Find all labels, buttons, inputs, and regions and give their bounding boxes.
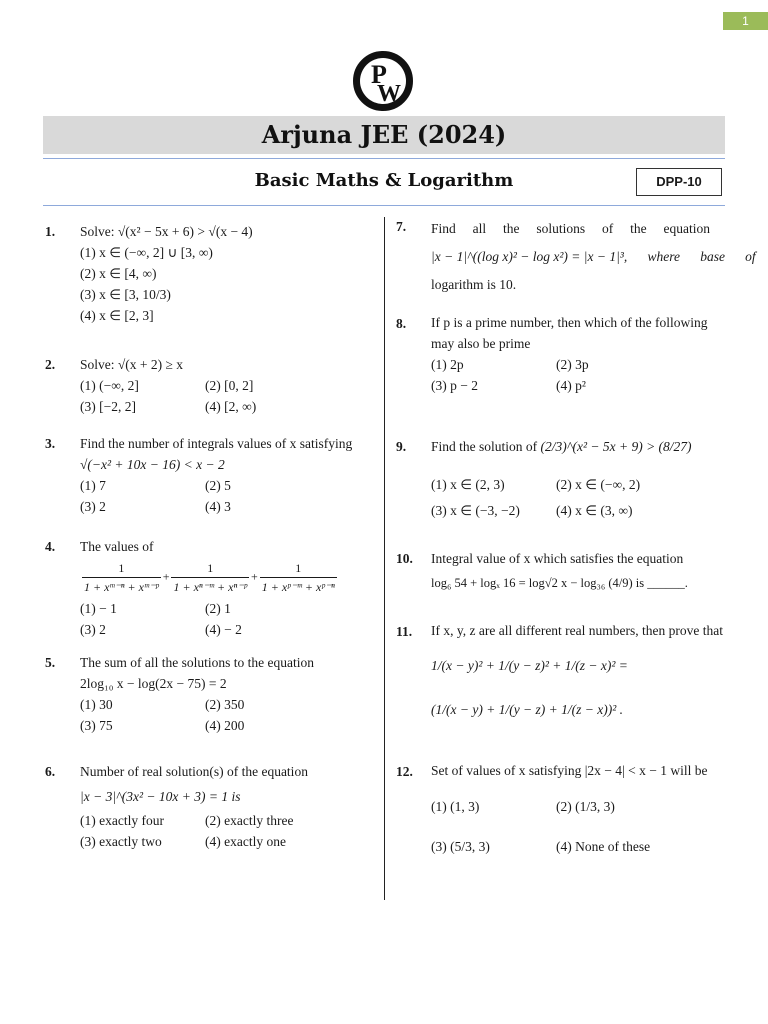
question-text: Solve: √(x + 2) ≥ x [80, 357, 184, 372]
question-expression: (1/(x − y) + 1/(y − z) + 1/(z − x))² . [431, 702, 624, 717]
option: (1) 7 [80, 478, 106, 493]
option: (1) 2p [431, 357, 464, 372]
option: (1) (−∞, 2] [80, 378, 139, 393]
option: (4) x ∈ (3, ∞) [556, 503, 633, 518]
option: (1) − 1 [80, 601, 117, 616]
option: (2) (1/3, 3) [556, 799, 615, 814]
question-9 [431, 428, 723, 524]
option: (2) 3p [556, 357, 589, 372]
title-divider [43, 158, 725, 159]
question-number: 6. [45, 764, 56, 779]
option: (3) 2 [80, 499, 106, 514]
page-number-badge: 1 [723, 12, 768, 30]
question-number: 11. [396, 624, 413, 639]
option: (3) x ∈ (−3, −2) [431, 503, 520, 518]
page-title: Arjuna JEE (2024) [43, 116, 725, 154]
option: (4) None of these [556, 839, 651, 854]
question-number: 8. [396, 316, 407, 331]
question-expression: 2log₁₀ x − log(2x − 75) = 2 [80, 676, 227, 691]
option: (2) [0, 2] [205, 378, 254, 393]
option: (4) 3 [205, 499, 231, 514]
chapter-subtitle: Basic Maths & Logarithm [254, 170, 514, 191]
option: (2) 1 [205, 601, 231, 616]
dpp-badge: DPP-10 [636, 168, 722, 196]
question-6 [80, 761, 380, 852]
question-expression: |x − 1|^((log x)² − log x²) = |x − 1|³, where base of [431, 249, 756, 264]
option: (2) 350 [205, 697, 245, 712]
question-5 [80, 652, 380, 736]
question-expression: (2/3)^(x² − 5x + 9) > (8/27) [540, 438, 692, 454]
question-number: 1. [45, 224, 56, 239]
column-divider [384, 217, 385, 900]
option: (4) [2, ∞) [205, 399, 257, 414]
question-expression: 1/(x − y)² + 1/(y − z)² + 1/(z − x)² = [431, 658, 628, 673]
option: (4) − 2 [205, 622, 242, 637]
header-divider [43, 205, 725, 206]
question-expression: √(−x² + 10x − 16) < x − 2 [80, 457, 225, 472]
question-11 [431, 620, 723, 723]
question-2 [80, 354, 380, 417]
option: (3) x ∈ [3, 10/3) [80, 287, 171, 302]
question-number: 5. [45, 655, 56, 670]
question-8 [431, 312, 723, 396]
question-number: 10. [396, 551, 413, 566]
option: (2) x ∈ [4, ∞) [80, 266, 157, 281]
option: (4) p² [556, 378, 586, 393]
option: (3) [−2, 2] [80, 399, 136, 414]
question-number: 3. [45, 436, 56, 451]
question-number: 2. [45, 357, 56, 372]
question-text: The sum of all the solutions to the equation [80, 655, 314, 670]
question-12 [431, 760, 723, 867]
question-7 [431, 215, 756, 299]
option: (1) 30 [80, 697, 113, 712]
question-text: Find all the solutions of the equation [431, 221, 710, 236]
question-text: Find the number of integrals values of x satisfying [80, 436, 353, 451]
option: (4) exactly one [205, 834, 286, 849]
option: (1) exactly four [80, 813, 164, 828]
option: (3) 2 [80, 622, 106, 637]
question-text: Integral value of x which satisfies the equation [431, 551, 684, 566]
option: (3) (5/3, 3) [431, 839, 490, 854]
question-number: 9. [396, 439, 407, 454]
question-expression: $\frac{1}{\text{1 + xᵐ⁻ⁿ + xᵐ⁻ᵖ}}$ + $\frac{1}{\text{1 + xⁿ⁻ᵐ + xⁿ⁻ᵖ}}$ + $\frac{1}{\text{1 + xᵖ⁻ᵐ + xᵖ⁻ⁿ}}$ [84, 561, 335, 594]
question-text: If x, y, z are all different real numbers, then prove that [431, 623, 724, 638]
logo-letter-w: W [377, 81, 401, 107]
option: (1) x ∈ (2, 3) [431, 477, 505, 492]
question-1 [80, 221, 380, 326]
question-text: Set of values of x satisfying |2x − 4| < x − 1 will be [431, 763, 708, 778]
option: (3) exactly two [80, 834, 162, 849]
question-number: 12. [396, 764, 413, 779]
option: (2) 5 [205, 478, 231, 493]
option: (2) x ∈ (−∞, 2) [556, 477, 641, 492]
question-text: Number of real solution(s) of the equation [80, 764, 308, 779]
option: (2) exactly three [205, 813, 294, 828]
question-text: Solve: √(x² − 5x + 6) > √(x − 4) [80, 224, 253, 239]
question-expression: |x − 3|^(3x² − 10x + 3) = 1 is [80, 789, 241, 804]
question-expression: log₆ 54 + logₓ 16 = log√2 x − log₃₆ (4/9) is ______. [431, 576, 688, 590]
question-text: Find the solution of [431, 438, 538, 454]
question-number: 7. [396, 219, 407, 234]
question-text: logarithm is 10. [431, 277, 517, 292]
pw-logo [353, 51, 413, 111]
option: (3) p − 2 [431, 378, 478, 393]
option: (3) 75 [80, 718, 113, 733]
question-10 [431, 547, 723, 595]
question-4 [80, 536, 380, 640]
logo-letter-p: P [371, 60, 387, 89]
option: (4) 200 [205, 718, 245, 733]
question-3 [80, 433, 380, 517]
question-number: 4. [45, 539, 56, 554]
question-text: If p is a prime number, then which of the following may also be prime [431, 315, 708, 351]
question-text: The values of [80, 539, 154, 554]
option: (1) (1, 3) [431, 799, 480, 814]
option: (4) x ∈ [2, 3] [80, 308, 154, 323]
option: (1) x ∈ (−∞, 2] ∪ [3, ∞) [80, 245, 213, 260]
